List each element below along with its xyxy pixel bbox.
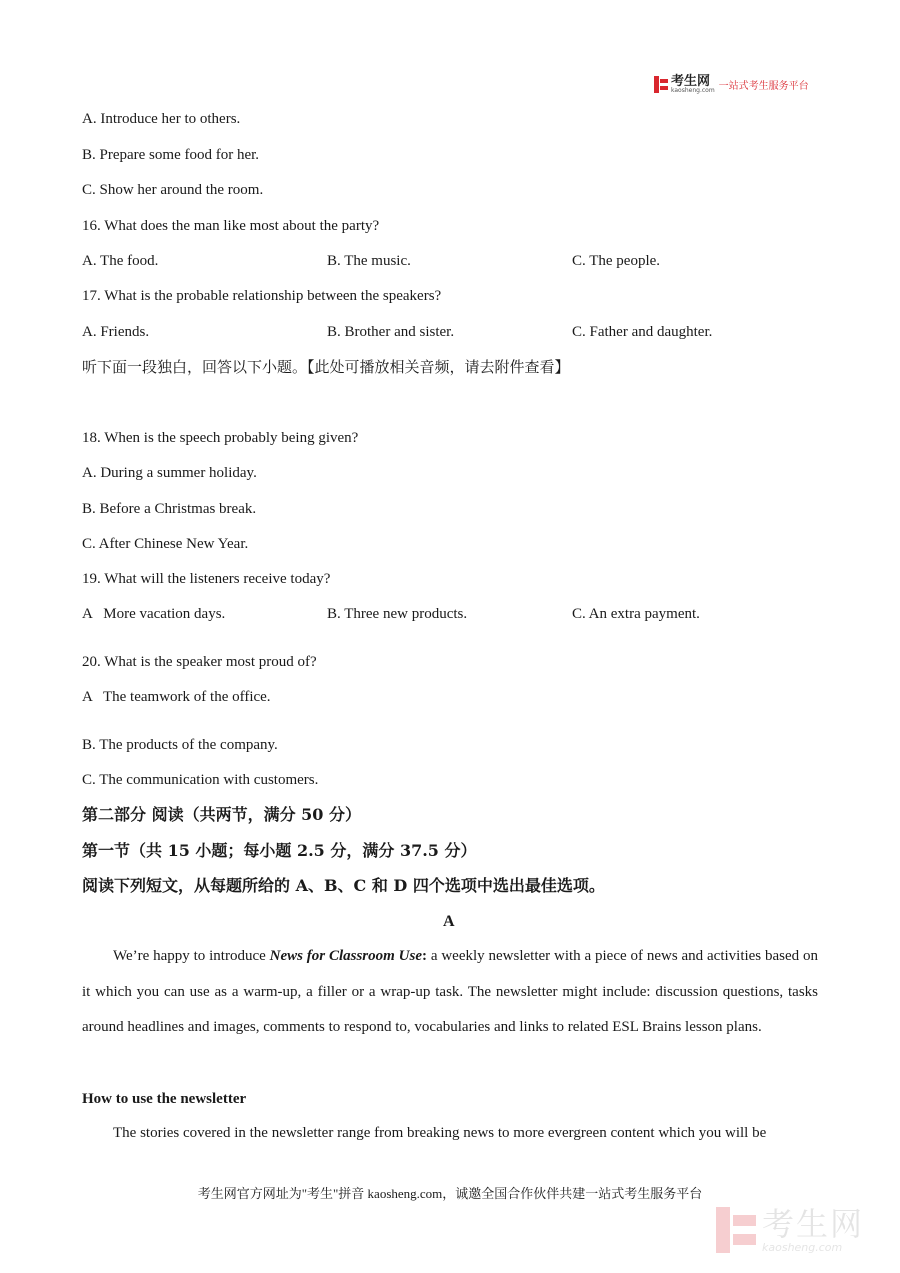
- q15-option-c: C. Show her around the room.: [82, 182, 264, 198]
- q16-option-c: C. The people.: [572, 253, 661, 269]
- q17-option-b: B. Brother and sister.: [327, 324, 455, 340]
- q20-question: 20. What is the speaker most proud of?: [82, 654, 317, 670]
- q18-question: 18. When is the speech probably being given?: [82, 430, 359, 446]
- q19-option-b: B. Three new products.: [327, 606, 468, 622]
- reading-instruction: 阅读下列短文，从每题所给的 A、B、C 和 D 四个选项中选出最佳选项。: [82, 876, 605, 895]
- q18-option-c: C. After Chinese New Year.: [82, 536, 249, 552]
- q16-option-b: B. The music.: [327, 253, 411, 269]
- q20-option-c: C. The communication with customers.: [82, 772, 319, 788]
- q16-option-a: A. The food.: [82, 253, 159, 269]
- q17-question: 17. What is the probable relationship between the speakers?: [82, 288, 442, 304]
- q17-option-c: C. Father and daughter.: [572, 324, 713, 340]
- logo-url: kaosheng.com: [671, 86, 715, 94]
- q17-option-a: A. Friends.: [82, 324, 150, 340]
- kaosheng-watermark-icon: [716, 1207, 756, 1253]
- monologue-instruction: 听下面一段独白，回答以下小题。【此处可播放相关音频，请去附件查看】: [82, 358, 570, 376]
- q20-option-a: A The teamwork of the office.: [82, 689, 271, 705]
- q19-option-a: A More vacation days.: [82, 606, 226, 622]
- passage-label: A: [443, 913, 455, 930]
- q19-option-c: C. An extra payment.: [572, 606, 700, 622]
- header-logo: [654, 74, 809, 94]
- passage-p1-after: a weekly newsletter with a piece of news and activities based on it which you can use as a warm-up, a filler or a wrap-up task. The newsletter might include: discussion questions, tasks around headlines and images, comments to respond to, vocabularies and links to related ESL Brains lesson plans.: [82, 948, 818, 1035]
- passage-subheading: How to use the newsletter: [82, 1091, 247, 1107]
- q20-option-b: B. The products of the company.: [82, 737, 278, 753]
- q15-option-b: B. Prepare some food for her.: [82, 147, 260, 163]
- kaosheng-logo-icon: [654, 76, 668, 93]
- page-footer: 考生网官方网址为"考生"拼音 kaosheng.com，诚邀全国合作伙伴共建一站式考生服务平台: [197, 1186, 703, 1201]
- passage-paragraph-2: [82, 1116, 818, 1152]
- passage-p1-before: We’re happy to introduce: [113, 948, 270, 964]
- q18-option-b: B. Before a Christmas break.: [82, 501, 257, 517]
- passage-p1-colon: :: [422, 948, 427, 964]
- newsletter-title: News for Classroom Use: [269, 948, 422, 964]
- watermark-url: kaosheng.com: [762, 1240, 843, 1254]
- passage-paragraph-1: [82, 939, 818, 1046]
- logo-name: 考生网: [671, 73, 711, 89]
- q19-question: 19. What will the listeners receive today?: [82, 571, 331, 587]
- section-title: 第一节（共 15 小题；每小题 2.5 分，满分 37.5 分）: [82, 841, 477, 860]
- q18-option-a: A. During a summer holiday.: [82, 465, 257, 481]
- q15-option-a: A. Introduce her to others.: [82, 111, 241, 127]
- logo-slogan: 一站式考生服务平台: [718, 80, 809, 92]
- passage-p2-text: The stories covered in the newsletter range from breaking news to more evergreen content which you will be: [113, 1125, 767, 1141]
- watermark: [716, 1204, 865, 1254]
- watermark-name: 考生网: [762, 1204, 865, 1243]
- q16-question: 16. What does the man like most about the party?: [82, 218, 380, 234]
- part-title: 第二部分 阅读（共两节，满分 50 分）: [82, 805, 361, 824]
